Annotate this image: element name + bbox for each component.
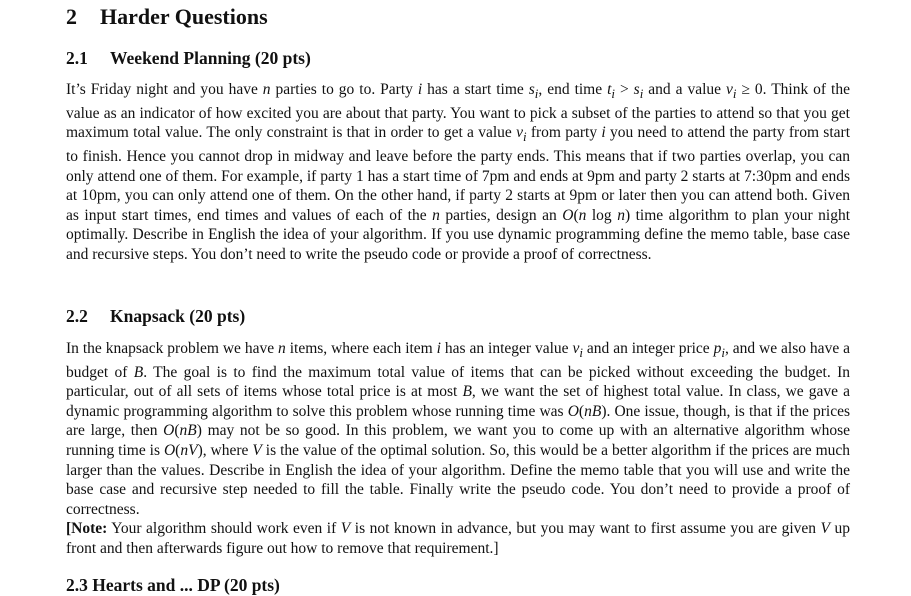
section-title: Harder Questions — [100, 4, 268, 29]
math-var: p — [713, 340, 722, 357]
math-var: s — [633, 81, 640, 98]
math-var: V — [820, 520, 830, 538]
text-run: is not known in advance, but you may want to first assume you are given — [350, 520, 821, 538]
text-run: , we want the set of highest total value. In class, we gave a dynamic programming algorithm to solve this problem whose running time was — [66, 383, 850, 420]
math-var: nB — [584, 402, 602, 420]
section-heading — [66, 4, 268, 30]
math-var: n — [278, 340, 286, 357]
subsection-heading-weekend-planning — [66, 48, 311, 69]
knapsack-paragraph — [66, 339, 850, 559]
text-run: and a value — [643, 81, 726, 98]
text-run: parties to go to. Party — [270, 81, 418, 98]
text-run: ). One issue, though, is that if the prices are large, then — [66, 402, 850, 440]
math-subscript: i — [611, 86, 615, 102]
text-run: ), where — [197, 442, 253, 460]
math-var: B — [133, 363, 144, 381]
text-run: up front and then afterwards figure out how to remove that requirement.] — [66, 520, 851, 558]
text-run: > — [614, 81, 634, 98]
math-subscript: i — [534, 86, 539, 102]
math-subscript: i — [579, 345, 583, 361]
text-run: ( — [175, 442, 181, 460]
text-run: items, where each item — [285, 340, 437, 357]
math-var: O — [562, 206, 574, 224]
text-run: It’s Friday night and you have — [66, 81, 263, 98]
text-run: from party — [526, 124, 602, 142]
math-subscript: i — [522, 129, 527, 145]
math-var: i — [436, 340, 441, 357]
subsection-title: Weekend Planning (20 pts) — [110, 48, 311, 68]
subsection-heading-cutoff: 2.3 Hearts and ... DP (20 pts) — [66, 575, 280, 595]
math-var: V — [252, 442, 262, 460]
text-run: ( — [578, 402, 585, 420]
text-run: . The goal is to find the maximum total value of items that can be picked without exceeding the budget. In particular, out of all sets of items whose total price is at most — [66, 363, 850, 401]
math-var: nV — [180, 442, 198, 460]
text-run: has an integer value — [440, 340, 573, 357]
text-run: you need to attend the party from start to finish. Hence you cannot drop in midway and leave before the party ends. This means that if two parties overlap, you can only attend one of them. For example, if party 1 has a start time of 7pm and ends at 9pm and party 2 starts at 7:30pm and ends at 10pm, you can only attend one of them. On the other hand, if party 2 starts at 9pm or later then you can attend both. Given as input start times, end times and values of each of the — [66, 124, 850, 224]
math-var: n — [262, 81, 271, 98]
text-run: In the knapsack problem we have — [66, 340, 279, 357]
math-var: nB — [179, 422, 197, 440]
math-var: O — [163, 442, 176, 460]
math-var: V — [340, 520, 351, 538]
text-run: ≥ 0. Think of the value as an indicator of how excited you are about that party. You want to pick a subset of the parties to attend so that you get maximum total value. The only constraint is that in order to get a value — [66, 81, 850, 142]
text-run: log — [586, 206, 618, 224]
text-run: Your algorithm should work even if — [107, 520, 341, 538]
text-run: ( — [573, 206, 579, 224]
math-subscript: i — [639, 86, 644, 102]
text-run: and an integer price — [582, 340, 714, 357]
weekend-planning-paragraph — [66, 80, 850, 265]
section-number: 2 — [66, 4, 77, 29]
subsection-title: Knapsack (20 pts) — [110, 306, 246, 326]
math-var: v — [516, 124, 523, 142]
math-var: i — [417, 81, 423, 98]
math-var: B — [462, 383, 472, 401]
math-subscript: i — [732, 86, 737, 102]
subsection-number: 2.1 — [66, 48, 88, 68]
math-var: i — [601, 124, 606, 142]
math-var: t — [607, 81, 612, 98]
math-var: n — [432, 206, 440, 224]
text-run: has a start time — [422, 81, 529, 98]
text-run: parties, design an — [439, 206, 563, 224]
note-label: [Note: — [66, 520, 108, 538]
math-var: s — [528, 81, 535, 98]
subsection-number: 2.2 — [66, 306, 88, 326]
math-var: n — [578, 206, 587, 224]
math-var: v — [572, 340, 580, 357]
math-var: O — [163, 422, 175, 440]
text-run: , and we also have a budget of — [66, 340, 850, 381]
text-run: ) may not be so good. In this problem, we want you to come up with an alternative algorithm whose running time is — [66, 422, 850, 460]
subsection-heading-knapsack — [66, 306, 245, 327]
math-var: n — [617, 206, 625, 224]
text-run: is the value of the optimal solution. So, this would be a better algorithm if the prices are much larger than the values. Describe in English the idea of your algorithm. Define the memo table that you will use and write the base case and recursive step needed to fill the table. Finally write the pseudo code. You don’t need to provide a proof of correctness. — [66, 442, 851, 518]
text-run: ) time algorithm to plan your night optimally. Describe in English the idea of your algorithm. If you use dynamic programming define the memo table, base case and recursive steps. You don’t need to write the pseudo code or provide a proof of correctness. — [66, 206, 850, 263]
text-run: ( — [174, 422, 180, 440]
math-subscript: i — [721, 345, 725, 361]
math-var: O — [567, 402, 579, 420]
text-run: , end time — [538, 81, 608, 98]
math-var: v — [725, 81, 733, 98]
